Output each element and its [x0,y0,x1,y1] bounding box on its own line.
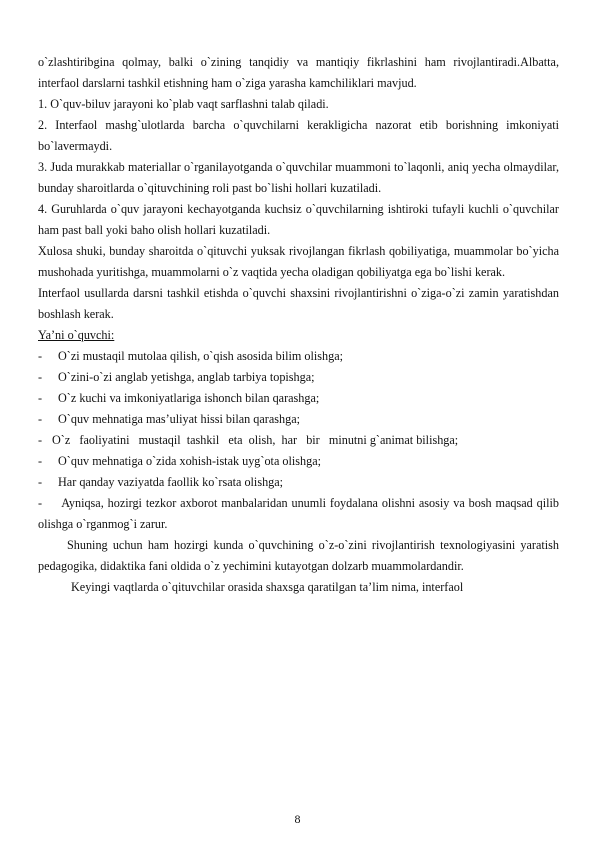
dash-bullet: - [38,391,43,405]
list-item [38,367,559,388]
list-item-text: O`zini-o`zi anglab yetishga, anglab tarbiya topishga; [58,370,315,384]
list-item-text: Ayniqsa, hozirgi tezkor axborot manbalaridan unumli foydalana olishni asosiy va bosh maqsad qilib olishga o`rganmog`i zarur. [38,496,559,531]
dash-bullet: - [38,433,43,447]
dash-bullet: - [38,370,43,384]
list-item [38,430,559,451]
list-item-text: O`z faoliyatini mustaqil tashkil eta olish, har bir minutni g`animat bilishga; [52,433,459,447]
drawback-item-2: 2. Interfaol mashg`ulotlarda barcha o`quvchilarni kerakligicha nazorat etib borishning imkoniyati bo`lavermaydi. [38,118,559,153]
drawback-item-4: 4. Guruhlarda o`quv jarayoni kechayotganda kuchsiz o`quvchilarning ishtiroki tufayli kuchli o`quvchilar ham past ball yoki baho olish hollari kuzatiladi. [38,202,559,237]
page-number: 8 [294,812,301,826]
section-heading: Ya’ni o`quvchi: [38,328,115,342]
list-item [38,493,559,535]
list-item-text: O`quv mehnatiga mas’uliyat hissi bilan qarashga; [58,412,301,426]
drawback-item-3: 3. Juda murakkab materiallar o`rganilayotganda o`quvchilar muammoni to`laqonli, aniq yecha olmaydilar, bunday sharoitlarda o`qituvchining roli past bo`lishi hollari kuzatiladi. [38,160,559,195]
dash-bullet: - [38,475,43,489]
list-item [38,451,559,472]
list-item-text: O`quv mehnatiga o`zida xohish-istak uyg`ota olishga; [58,454,321,468]
list-item-text: Har qanday vaziyatda faollik ko`rsata olishga; [58,475,284,489]
list-item [38,409,559,430]
list-item-text: O`z kuchi va imkoniyatlariga ishonch bilan qarashga; [58,391,320,405]
continuing-paragraph: Keyingi vaqtlarda o`qituvchilar orasida shaxsga qaratilgan ta’lim nima, interfaol [71,580,464,594]
list-item [38,472,559,493]
page-body [38,52,559,598]
dash-bullet: - [38,412,43,426]
final-conclusion-paragraph: Shuning uchun ham hozirgi kunda o`quvchining o`z-o`zini rivojlantirish texnologiyasini yaratish pedagogika, didaktika fani oldida o`z yechimini kutayotgan dolzarb muammolardandir. [38,538,559,573]
dash-bullet: - [38,349,43,363]
interactive-methods-paragraph: Interfaol usullarda darsni tashkil etishda o`quvchi shaxsini rivojlantirishni o`ziga-o`zi zamin yaratishdan boshlash kerak. [38,286,559,321]
intro-paragraph: o`zlashtiribgina qolmay, balki o`zining tanqidiy va mantiqiy fikrlashini ham rivojlantiradi.Albatta, interfaol darslarni tashkil etishning ham o`ziga yarasha kamchiliklari mavjud. [38,55,559,90]
conclusion-paragraph: Xulosa shuki, bunday sharoitda o`qituvchi yuksak rivojlangan fikrlash qobiliyatiga, muammolar bo`yicha mushohada yuritishga, muammolarni o`z vaqtida yecha oladigan qobiliyatga ega bo`lishi kerak. [38,244,559,279]
drawback-item-1: 1. O`quv-biluv jarayoni ko`plab vaqt sarflashni talab qiladi. [38,97,329,111]
list-item [38,346,559,367]
dash-bullet: - [38,496,43,510]
dash-bullet: - [38,454,43,468]
list-item-text: O`zi mustaqil mutolaa qilish, o`qish asosida bilim olishga; [58,349,344,363]
list-item [38,388,559,409]
